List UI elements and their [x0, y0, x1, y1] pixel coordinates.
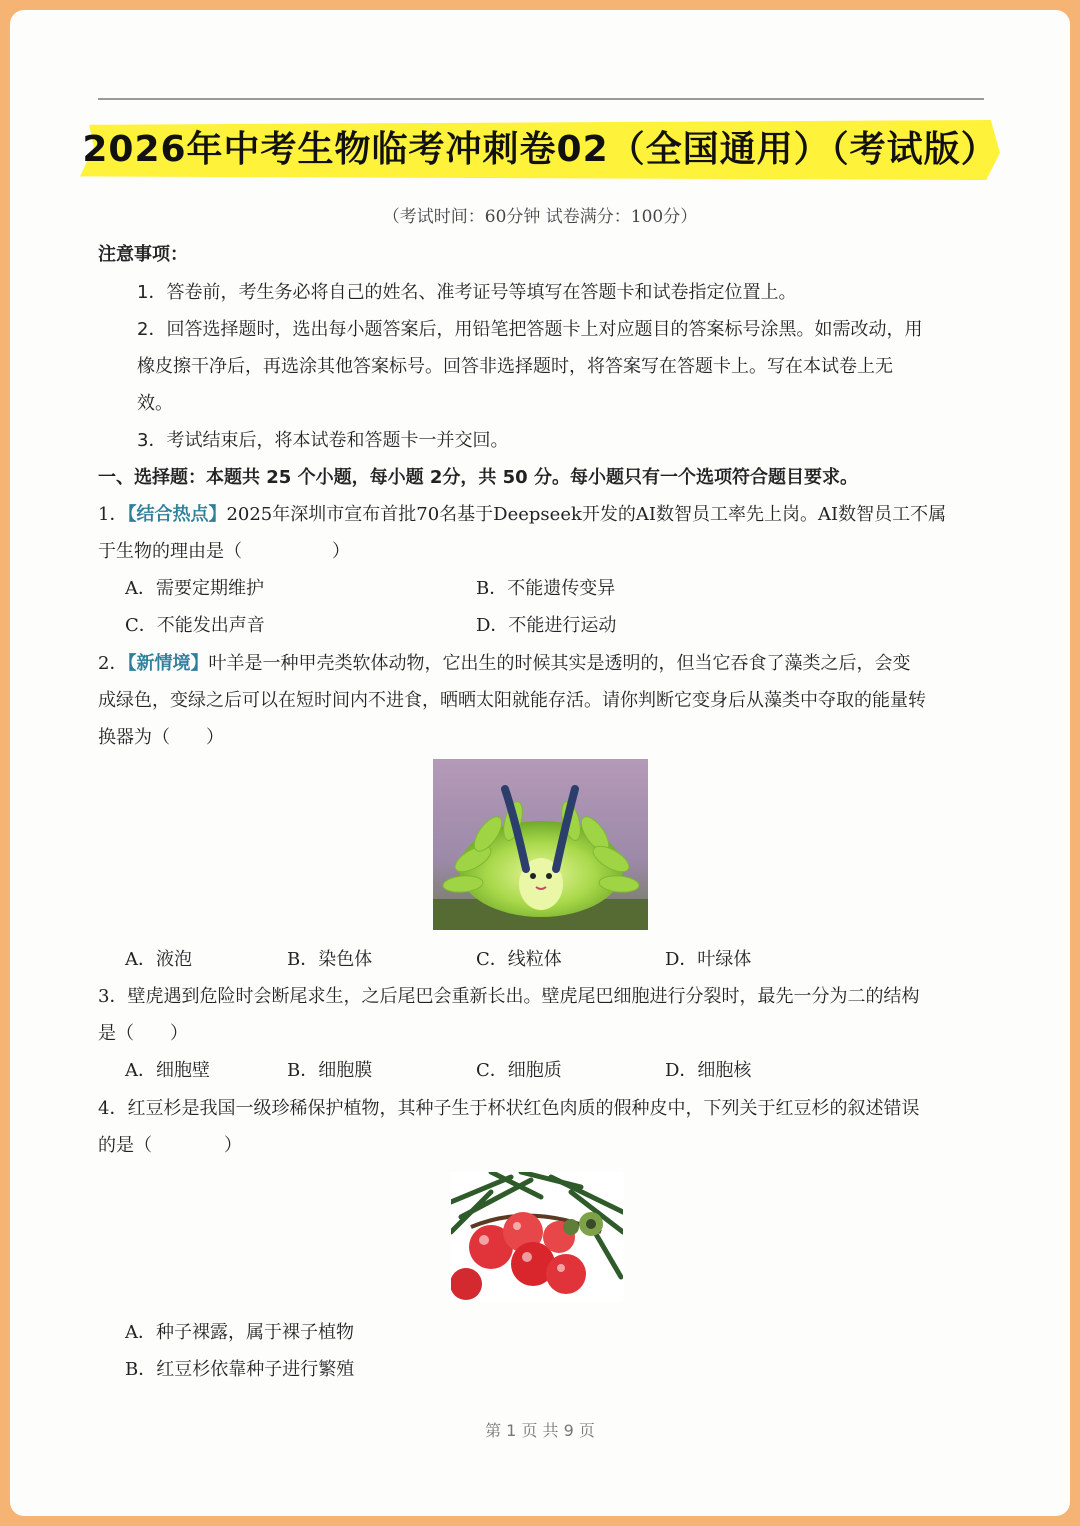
- notice-item-1: 1．答卷前，考生务必将自己的姓名、准考证号等填写在答题卡和试卷指定位置上。: [137, 282, 797, 303]
- question-1-number: 1．: [98, 504, 128, 525]
- question-2-line-2: 成绿色，变绿之后可以在短时间内不进食，晒晒太阳就能存活。请你判断它变身后从藻类中夺取的能量转: [98, 690, 926, 711]
- question-1-text: 2025年深圳市宣布首批70名基于Deepseek开发的AI数智员工率先上岗。AI数智员工不属: [226, 504, 947, 525]
- question-3-option-a: A．细胞壁: [125, 1060, 210, 1081]
- question-3-line-1: 3．壁虎遇到危险时会断尾求生，之后尾巴会重新长出。壁虎尾巴细胞进行分裂时，最先一分为二的结构: [98, 986, 920, 1007]
- question-1-line-2: 于生物的理由是（ ）: [98, 541, 350, 562]
- question-3-option-c: C．细胞质: [476, 1060, 562, 1081]
- question-4-line-2: 的是（ ）: [98, 1135, 242, 1156]
- question-2-option-b: B．染色体: [287, 949, 373, 970]
- question-1-tag: 【结合热点】: [127, 504, 227, 525]
- notice-item-2-line-1: 2．回答选择题时，选出每小题答案后，用铅笔把答题卡上对应题目的答案标号涂黑。如需改动，用: [137, 319, 923, 340]
- question-4-option-a: A．种子裸露，属于裸子植物: [125, 1322, 354, 1343]
- question-2-line-1: [98, 649, 910, 675]
- question-2-number: 2．: [98, 653, 128, 674]
- notice-heading: 注意事项：: [98, 244, 188, 265]
- leaf-sheep-image: [433, 759, 648, 930]
- question-2-text: 叶羊是一种甲壳类软体动物，它出生的时候其实是透明的，但当它吞食了藻类之后，会变: [208, 653, 911, 674]
- question-3-option-d: D．细胞核: [665, 1060, 752, 1081]
- notice-item-2-line-2: 橡皮擦干净后，再选涂其他答案标号。回答非选择题时，将答案写在答题卡上。写在本试卷上无: [137, 356, 893, 377]
- question-4-option-b: B．红豆杉依靠种子进行繁殖: [125, 1359, 355, 1380]
- question-1-option-a: A．需要定期维护: [125, 578, 264, 599]
- question-1-option-c: C．不能发出声音: [125, 615, 265, 636]
- question-2-tag: 【新情境】: [127, 653, 209, 674]
- question-1-option-b: B．不能遗传变异: [476, 578, 616, 599]
- notice-item-2-line-3: 效。: [137, 393, 173, 414]
- question-2-option-d: D．叶绿体: [665, 949, 752, 970]
- notice-item-3: 3．考试结束后，将本试卷和答题卡一并交回。: [137, 430, 509, 451]
- question-3-line-2: 是（ ）: [98, 1023, 188, 1044]
- question-3-option-b: B．细胞膜: [287, 1060, 373, 1081]
- question-1-option-d: D．不能进行运动: [476, 615, 617, 636]
- page-number: 第 1 页 共 9 页: [485, 1421, 595, 1440]
- question-2-option-c: C．线粒体: [476, 949, 562, 970]
- yew-berries-image: [451, 1172, 623, 1302]
- exam-info: （考试时间：60分钟 试卷满分：100分）: [382, 207, 698, 227]
- question-2-line-3: 换器为（ ）: [98, 727, 224, 748]
- section-heading: 一、选择题：本题共 25 个小题，每小题 2分，共 50 分。每小题只有一个选项符合题目要求。: [98, 467, 858, 488]
- question-1-line-1: [98, 500, 946, 526]
- question-2-option-a: A．液泡: [125, 949, 192, 970]
- exam-title: 2026年中考生物临考冲刺卷02（全国通用）（考试版）: [82, 129, 998, 170]
- question-4-line-1: 4．红豆杉是我国一级珍稀保护植物，其种子生于杯状红色肉质的假种皮中，下列关于红豆杉的叙述错误: [98, 1098, 920, 1119]
- header-rule: [98, 98, 984, 100]
